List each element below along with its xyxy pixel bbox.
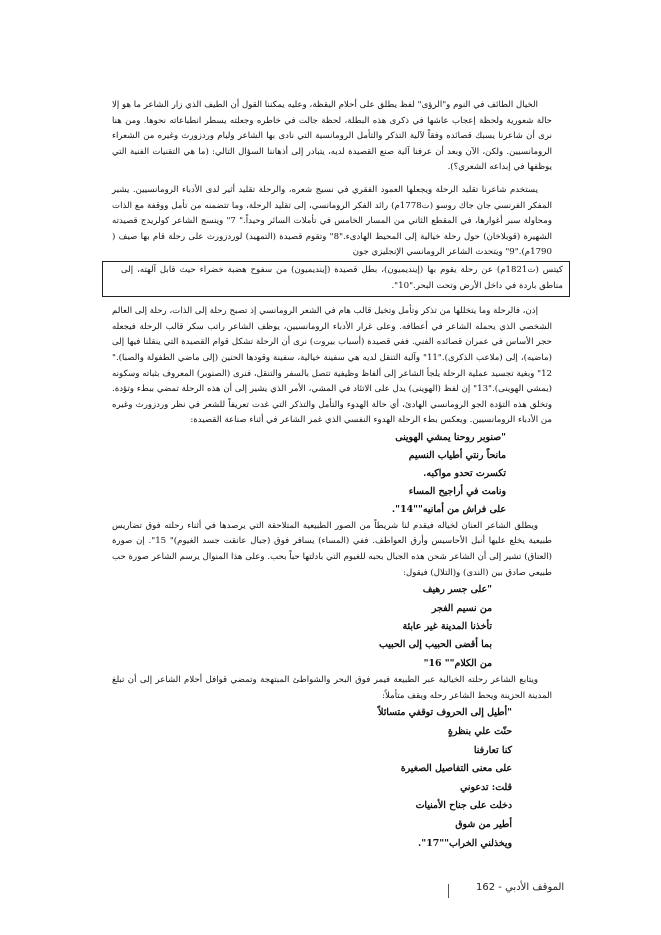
poem-excerpt-2	[112, 581, 552, 673]
poem-line: تكسرت تحدو مواكبه.	[423, 467, 506, 479]
paragraph-5: ويتابع الشاعر رحلته الخيالية عبر الطبيعة فيمر فوق البحر والشواطئ المبتهجة وتمضي قوافل أحلام الشاعر إلى أن تبلغ المدينة الحزينة ويحط الشاعر رحله ويقف متأملاً:	[112, 675, 552, 701]
poem-line: "أطيل إلى الحروف توقفي متسائلاً	[378, 707, 512, 719]
poem-line: مانحاً رنتي أطياب النسيم	[408, 449, 506, 461]
footer-divider	[448, 884, 449, 898]
poem-line: ونامت في أراجيح المساء	[408, 485, 506, 497]
paragraph-3: إذن، فالرحلة وما يتخللها من تذكر وتأمل وتخيل قالب هام في الشعر الرومانسي إذ تصبح رحلة إلى الذات، رحلة إلى العالم الشخصي الذي يحمله الشاعر في أعطافه. وعلى غرار الأدباء الرومانسيين، يوظف الشاعر راتب سكر قالب الرحلة فيجعله حجر الأساس في عمران قصائده الفني. ففي قصيدة (أسباب بيروت) نرى أن الرحلة تشكل قوام القصيدة التي ينقلنا فيها إلى (ماضيه)، إلى (ملاعب الذكرى)."11" وآلية التنقل لديه هي سفينة خيالية، سفينة وقودها الحنين (إلى ماضي الطفولة والصبا)." 12" وبغية تجسيد عملية الرحلة يلجأ الشاعر إلى ألفاظ وظيفية تتصل بالسفر والتنقل، فنرى (الصنوبر) المعروف بثباته وسكونه (يمشي الهوينى)."13" إن لفظ (الهوينى) يدل على الاتئاد في المشي، الأمر الذي يشير إلى أن هذه الرحلة تمضي ببطء وتؤدة. وتخلق هذه التؤدة الجو الرومانسي الهادئ، أي حالة الهدوء والتأمل والتذكر التي غدت تعريفاً للشعر في نظر وردزورث وغيره من الأدباء الرومانسيين. ويعكس بطء الرحلة الهدوء النفسي الذي غمر الشاعر في أثناء صناعة القصيدة:	[112, 306, 553, 426]
article-body	[112, 98, 563, 853]
poem-line: بما أقضى الحبيب إلى الحبيب	[379, 639, 492, 651]
page-footer	[476, 882, 564, 893]
poem-line: على معنى التفاصيل الصغيرة	[400, 763, 512, 775]
poem-line: حنّت علي بنظرةٍ	[447, 726, 512, 738]
journal-name: الموقف الأدبي	[505, 882, 565, 893]
poem-excerpt-3	[112, 704, 552, 853]
poem-line: قلت: تدعوني	[460, 781, 512, 793]
poem-line: "على جسر رهيف	[422, 584, 492, 596]
poem-line: ويخذلني الخراب""17".	[418, 837, 512, 849]
poem-line: أطير من شوق	[455, 819, 512, 831]
poem-line: "صنوبر روحنا يمشي الهوينى	[395, 431, 506, 443]
footer-separator: -	[498, 882, 502, 893]
poem-line: كنا تعارفنا	[473, 744, 512, 756]
paragraph-2: يستخدم شاعرنا تقليد الرحلة ويجعلها العمود الفقري في نسيج شعره، والرحلة تقليد أثير لدى الأدباء الرومانسيين. يشير المفكر الفرنسي جان جاك روسو (ت1778م) رائد الفكر الرومانسي، إلى تقليد الرحلة، وما تتضمنه من تأمل ووقفة مع الذات ومحاولة سبر أغوارها، في المقطع الثاني من المسار الخامس في تأملات السائر وحيداً." 7" وينسج الشاعر كولريدج قصيدته الشهيرة (قوبلاخان) حول رحلة خيالية إلى المحيط الهادىء."8" وتقوم قصيدة (التمهيد) لوردزورث على رحلة قام بها صيف ( 1790م)."9" ويتحدث الشاعر الرومانسي الإنجليزي جون	[112, 184, 552, 258]
poem-line: من نسيم الفجر	[431, 602, 492, 614]
poem-line: دخلت على جناح الأمنيات	[415, 800, 512, 812]
poem-excerpt-1	[112, 429, 552, 519]
poem-line: من الكلام"" 16"	[423, 657, 492, 669]
poem-line: على فراش من أمانيه""14".	[391, 503, 506, 515]
poem-line: تأخذنا المدينة غير عابئة	[402, 621, 492, 633]
paragraph-1: الخيال الطائف في النوم و"الرؤى" لفظ يطلق على أحلام اليقظة، وعليه يمكننا القول أن الطيف الذي زار الشاعر ما هو إلا حالة شعورية ولحظة إعجاب عاشها في ذكرى هذه البطلة، لحظة جالت في خاطره وجعلته يسطر انطباعاته نحوها. ومن هنا نرى أن شاعرنا يسبك قصائده وفقاً لآلية التذكر والتأمل الرومانسية التي نادى بها الشاعر وليام وردزورث وغيره من الشعراء الرومانسيين. ولكن، الآن وبعد أن عرفنا آلية صنع القصيدة لديه، يتبادر إلى أذهاننا السؤال التالي: (ما هي التقنيات الفنية التي يوظفها في إبداعه الشعري؟).	[112, 100, 552, 173]
page-number: 162	[476, 882, 496, 893]
boxed-paragraph: كيتس (ت1821م) عن رحلة يقوم بها (إينديميون)، بطل قصيدة (إينديميون) من سفوح هضبة خضراء حيث قابل آلهته، إلى مناطق باردة في داخل الأرض وتحت البحر."10".	[102, 261, 570, 297]
paragraph-4: ويطلق الشاعر العنان لخياله فيقدم لنا شريطاً من الصور الطبيعية المتلاحقة التي يرصدها في أثناء رحلته فوق تضاريس طبيعية يخلع عليها أنبل الأحاسيس وأرق العواطف. ففي (المساء) يسافر فوق (جبال عانقت جسد الغيوم)" 15". إن صورة (العناق) تشير إلى أن الشاعر شحن هذه الجبال بحبه للغيوم التي بادلتها حباً بحب. وعلى هذا المنوال يرسم الشاعر صورة حب طبيعي صادق بين (الندى) و(التلال) فيقول:	[112, 520, 552, 578]
